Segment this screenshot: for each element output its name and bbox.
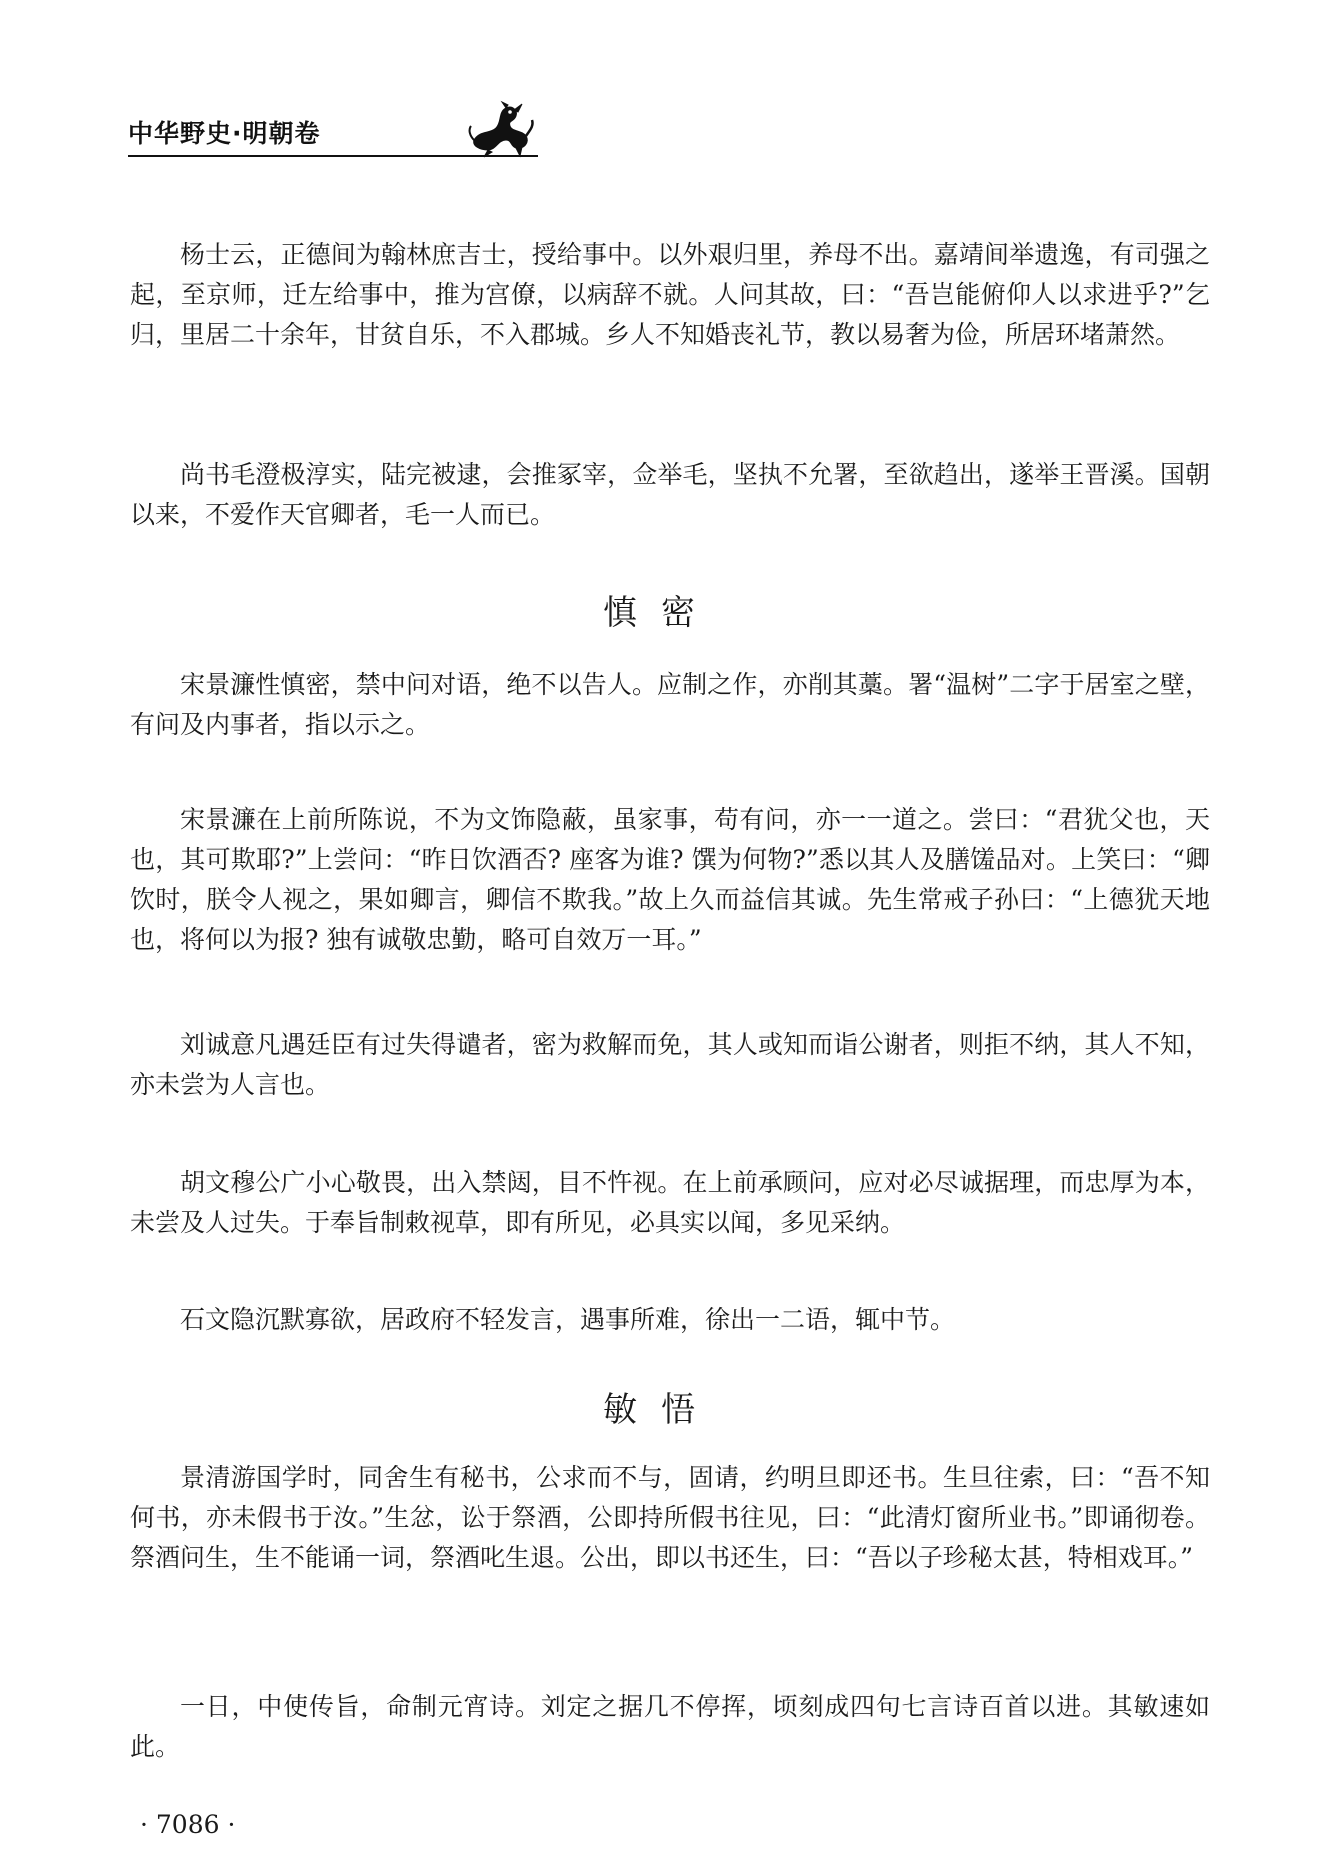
paragraph: 宋景濂性慎密，禁中问对语，绝不以告人。应制之作，亦削其藁。署“温树”二字于居室之壁，有问及内事者，指以示之。 [130, 670, 1210, 739]
paragraph: 刘诚意凡遇廷臣有过失得谴者，密为救解而免，其人或知而诣公谢者，则拒不纳，其人不知，亦未尝为人言也。 [130, 1030, 1210, 1099]
running-header [128, 100, 538, 162]
section-title: 慎密 [603, 593, 719, 633]
dragon-icon [468, 100, 534, 158]
paragraph: 石文隐沉默寡欲，居政府不轻发言，遇事所难，徐出一二语，辄中节。 [180, 1305, 956, 1334]
paragraph: 尚书毛澄极淳实，陆完被逮，会推冢宰，佥举毛，坚执不允署，至欲趋出，遂举王晋溪。国朝以来，不爱作天官卿者，毛一人而已。 [130, 460, 1210, 529]
page-number: · 7086 · [140, 1810, 236, 1839]
paragraph: 景清游国学时，同舍生有秘书，公求而不与，固请，约明旦即还书。生旦往索，曰：“吾不知何书，亦未假书于汝。”生忿，讼于祭酒，公即持所假书往见，曰：“此清灯窗所业书。”即诵彻卷。祭酒问生，生不能诵一词，祭酒叱生退。公出，即以书还生，曰：“吾以子珍秘太甚，特相戏耳。” [130, 1463, 1210, 1572]
paragraph: 一日，中使传旨，命制元宵诗。刘定之据几不停挥，顷刻成四句七言诗百首以进。其敏速如此。 [130, 1692, 1210, 1761]
paragraph: 杨士云，正德间为翰林庶吉士，授给事中。以外艰归里，养母不出。嘉靖间举遗逸，有司强之起，至京师，迁左给事中，推为宫僚，以病辞不就。人问其故，曰：“吾岂能俯仰人以求进乎?”乞归，里居二十余年，甘贫自乐，不入郡城。乡人不知婚丧礼节，教以易奢为俭，所居环堵萧然。 [130, 240, 1210, 349]
paragraph: 宋景濂在上前所陈说，不为文饰隐蔽，虽家事，苟有问，亦一一道之。尝曰：“君犹父也，天也，其可欺耶?”上尝问：“昨日饮酒否? 座客为谁? 馔为何物?”悉以其人及膳馐品对。上笑曰：“卿饮时，朕令人视之，果如卿言，卿信不欺我。”故上久而益信其诚。先生常戒子孙曰：“上德犹天地也，将何以为报? 独有诚敬忠勤，略可自效万一耳。” [130, 805, 1210, 954]
paragraph: 胡文穆公广小心敬畏，出入禁闼，目不忤视。在上前承顾问，应对必尽诚据理，而忠厚为本，未尝及人过失。于奉旨制敕视草，即有所见，必具实以闻，多见采纳。 [130, 1168, 1210, 1237]
section-title: 敏悟 [603, 1390, 719, 1430]
book-title: 中华野史·明朝卷 [128, 119, 321, 148]
header-rule [128, 155, 538, 157]
